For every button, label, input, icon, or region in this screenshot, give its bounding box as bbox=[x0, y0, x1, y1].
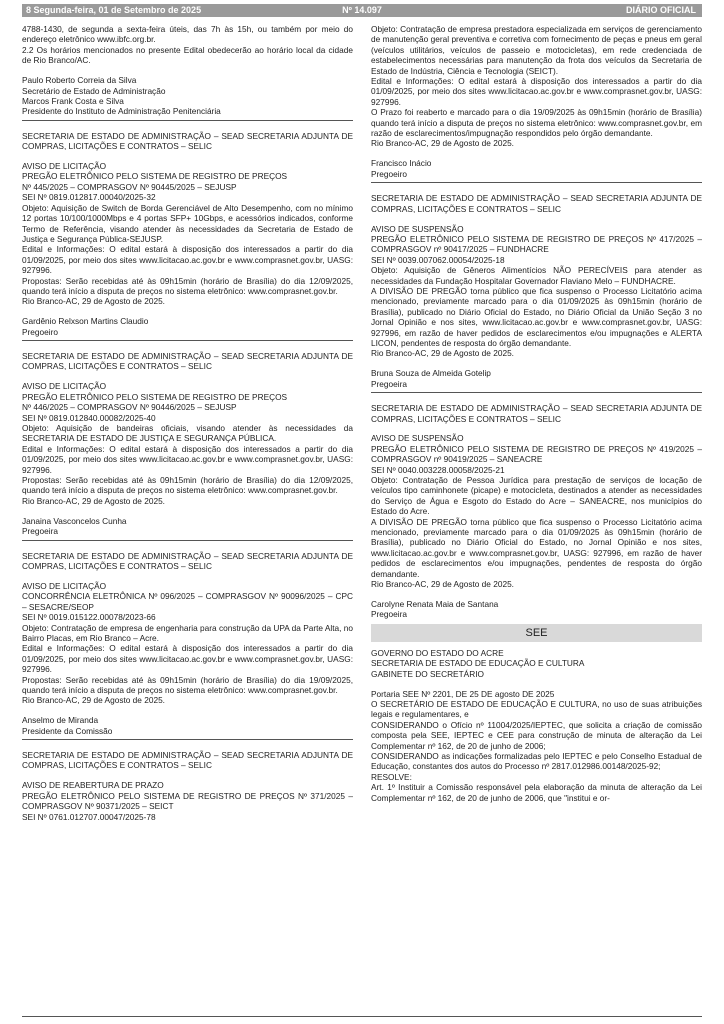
section-divider bbox=[22, 739, 353, 740]
paragraph-gap bbox=[371, 679, 702, 689]
paragraph-gap bbox=[22, 706, 353, 716]
text-paragraph: Objeto: Contratação de empresa prestadora especializada em serviços de gerenciamento de manutenção geral preventiva e corretiva com fornecimento de peças e pneus em geral (veículos utilitários, veículos de passeio e motocicletas), em rede credenciada de estabelecimentos necessárias para manutenção da frota dos veículos da Secretaria de Estado de Indústria, Ciência e Tecnologia (SEICT). bbox=[371, 24, 702, 76]
text-paragraph: PREGÃO ELETRÔNICO PELO SISTEMA DE REGISTRO DE PREÇOS bbox=[22, 391, 288, 402]
header-page-date: 8 Segunda-feira, 01 de Setembro de 2025 bbox=[26, 5, 202, 15]
text-paragraph: Portaria SEE Nº 2201, DE 25 DE agosto DE 2025 bbox=[371, 688, 555, 699]
section-heading-band: SEE bbox=[371, 624, 702, 642]
paragraph-gap bbox=[22, 66, 353, 76]
text-paragraph: AVISO DE LICITAÇÃO bbox=[22, 161, 107, 172]
section-divider bbox=[371, 392, 702, 393]
text-paragraph: GOVERNO DO ESTADO DO ACRE bbox=[371, 647, 504, 658]
text-paragraph: A DIVISÃO DE PREGÃO torna público que fica suspenso o Processo Licitatório acima mencionado, previamente marcado para o dia 01/09/2025 às 09h15min (horário de Brasília), publicado no Diário Oficial do Estado, no Jornal Opinião e nos sites, www.licitacao.ac.gov.br e www.comprasnet.gov.br, UASG: 927996, em razão de haver pedidos de esclarecimentos e/ou impugnações, pendentes de resposta do órgão demandante. bbox=[371, 516, 702, 579]
text-paragraph: Janaina Vasconcelos Cunha bbox=[22, 515, 127, 526]
text-paragraph: O Prazo foi reaberto e marcado para o dia 19/09/2025 às 09h15min (horário de Brasília) quando terá início a disputa de preços no sistema eletrônico: www.comprasnet.gov.br, em razão de esclarecimentos/impugnação respondidos pelo órgão demandante. bbox=[371, 107, 702, 139]
text-paragraph: SEI Nº 0039.007062.00054/2025-18 bbox=[371, 254, 505, 265]
page-header bbox=[22, 4, 702, 17]
text-paragraph: Secretário de Estado de Administração bbox=[22, 85, 166, 96]
paragraph-gap bbox=[371, 214, 702, 224]
text-paragraph: Objeto: Aquisição de bandeiras oficiais, visando atender às necessidades da SECRETARIA DE ESTADO DE JUSTIÇA E SEGURANÇA PÚBLICA. bbox=[22, 423, 353, 444]
text-paragraph: AVISO DE LICITAÇÃO bbox=[22, 381, 107, 392]
text-paragraph: AVISO DE REABERTURA DE PRAZO bbox=[22, 780, 164, 791]
section-divider bbox=[22, 340, 353, 341]
paragraph-gap bbox=[22, 307, 353, 317]
text-paragraph: Nº 446/2025 – COMPRASGOV Nº 90446/2025 – SEJUSP bbox=[22, 402, 237, 413]
text-paragraph: Marcos Frank Costa e Silva bbox=[22, 95, 124, 106]
text-paragraph: PREGÃO ELETRÔNICO PELO SISTEMA DE REGISTRO DE PREÇOS Nº 417/2025 – COMPRASGOV nº 90417/2025 – FUNDHACRE bbox=[371, 233, 702, 255]
section-divider bbox=[22, 540, 353, 541]
bottom-rule bbox=[22, 1016, 702, 1017]
text-paragraph: SEI Nº 0019.015122.00078/2023-66 bbox=[22, 612, 156, 623]
paragraph-gap bbox=[371, 424, 702, 434]
text-paragraph: Art. 1º Instituir a Comissão responsável pela elaboração da minuta de alteração da Lei Complementar nº 162, de 20 de junho de 2006, que "institui e or- bbox=[371, 782, 702, 803]
text-paragraph: SECRETARIA DE ESTADO DE ADMINISTRAÇÃO – SEAD SECRETARIA ADJUNTA DE COMPRAS, LICITAÇÕES E CONTRATOS – SELIC bbox=[22, 750, 353, 771]
header-issue-number: Nº 14.097 bbox=[342, 5, 382, 15]
right-column bbox=[371, 24, 702, 1016]
text-paragraph: A DIVISÃO DE PREGÃO torna público que fica suspenso o Processo Licitatório acima mencionado, previamente marcado para o dia 01/09/2025 às 09h15min (horário de Brasília), publicado no Diário Oficial do Estado, no Diário Oficial da União Seção 3 no Jornal Opinião e nos sites, www.licitacao.ac.gov.br e www.comprasnet.gov.br, UASG: 927996, em razão de haver pedidos de esclarecimentos e/ou impugnações e ALERTA LICON, pendentes de resposta do órgão demandante. bbox=[371, 285, 702, 348]
text-paragraph: CONCORRÊNCIA ELETRÔNICA Nº 096/2025 – COMPRASGOV Nº 90096/2025 – CPC – SESACRE/SEOP bbox=[22, 591, 353, 612]
text-paragraph: AVISO DE LICITAÇÃO bbox=[22, 580, 107, 591]
paragraph-gap bbox=[371, 149, 702, 159]
paragraph-gap bbox=[371, 590, 702, 600]
paragraph-gap bbox=[22, 372, 353, 382]
section-divider bbox=[22, 120, 353, 121]
text-paragraph: PREGÃO ELETRÔNICO PELO SISTEMA DE REGISTRO DE PREÇOS bbox=[22, 171, 288, 182]
text-paragraph: Edital e Informações: O edital estará à disposição dos interessados a partir do dia 01/09/2025, por meio dos sites www.licitacao.ac.gov.br e www.comprasnet.gov.br, UASG: 927996. bbox=[22, 443, 353, 475]
text-paragraph: SEI Nº 0761.012707.00047/2025-78 bbox=[22, 811, 156, 822]
text-paragraph: SECRETARIA DE ESTADO DE EDUCAÇÃO E CULTURA bbox=[371, 658, 585, 669]
paragraph-gap bbox=[371, 359, 702, 369]
newspaper-page bbox=[22, 0, 702, 1024]
text-paragraph: Anselmo de Miranda bbox=[22, 715, 99, 726]
paragraph-gap bbox=[22, 771, 353, 781]
text-paragraph: O SECRETÁRIO DE ESTADO DE EDUCAÇÃO E CULTURA, no uso de suas atribuições legais e regulamentares, e bbox=[371, 698, 702, 720]
text-paragraph: Paulo Roberto Correia da Silva bbox=[22, 75, 137, 86]
text-paragraph: Presidente da Comissão bbox=[22, 725, 113, 736]
text-paragraph: Gardênio Relxson Martins Claudio bbox=[22, 316, 149, 327]
text-paragraph: AVISO DE SUSPENSÃO bbox=[371, 433, 464, 444]
text-paragraph: Presidente do Instituto de Administração Penitenciária bbox=[22, 106, 221, 117]
text-paragraph: Francisco Inácio bbox=[371, 158, 432, 169]
text-paragraph: Objeto: Contratação de Pessoa Jurídica para prestação de serviços de locação de veículos tipo caminhonete (picape) e motocicleta, destinados a atender as necessidades do Serviço de Água e Esgoto do Estado do Acre – SANEACRE, nos municípios do Estado do Acre. bbox=[371, 475, 702, 517]
text-paragraph: AVISO DE SUSPENSÃO bbox=[371, 223, 464, 234]
text-paragraph: PREGÃO ELETRÔNICO PELO SISTEMA DE REGISTRO DE PREÇOS Nº 419/2025 – COMPRASGOV nº 90419/2025 – SANEACRE bbox=[371, 443, 702, 465]
left-column bbox=[22, 24, 353, 1016]
paragraph-gap bbox=[22, 571, 353, 581]
text-paragraph: GABINETE DO SECRETÁRIO bbox=[371, 668, 484, 679]
text-paragraph: Bruna Souza de Almeida Gotelip bbox=[371, 368, 491, 379]
text-paragraph: Rio Branco-AC, 29 de Agosto de 2025. bbox=[22, 495, 165, 506]
text-paragraph: CONSIDERANDO o Ofício nº 11004/2025/IEPTEC, que solicita a criação de comissão composta pela SEE, IEPTEC e CEE para construção de minuta de alteração da Lei Complementar nº 162, de 20 de junho de 2006; bbox=[371, 719, 702, 751]
section-divider bbox=[371, 182, 702, 183]
paragraph-gap bbox=[22, 152, 353, 162]
text-paragraph: Pregoeiro bbox=[22, 326, 58, 337]
text-paragraph: Pregoeira bbox=[371, 609, 407, 620]
text-paragraph: Rio Branco-AC, 29 de Agosto de 2025. bbox=[22, 695, 165, 706]
text-paragraph: RESOLVE: bbox=[371, 771, 412, 782]
header-journal-name: DIÁRIO OFICIAL bbox=[626, 5, 696, 15]
text-paragraph: SECRETARIA DE ESTADO DE ADMINISTRAÇÃO – SEAD SECRETARIA ADJUNTA DE COMPRAS, LICITAÇÕES E CONTRATOS – SELIC bbox=[22, 351, 353, 372]
text-paragraph: Pregoeiro bbox=[371, 168, 407, 179]
text-paragraph: SECRETARIA DE ESTADO DE ADMINISTRAÇÃO – SEAD SECRETARIA ADJUNTA DE COMPRAS, LICITAÇÕES E CONTRATOS – SELIC bbox=[22, 550, 353, 571]
text-paragraph: SEI Nº 0819.012817.00040/2025-32 bbox=[22, 192, 156, 203]
text-paragraph: Edital e Informações: O edital estará à disposição dos interessados a partir do dia 01/09/2025, por meio dos sites www.licitacao.ac.gov.br e www.comprasnet.gov.br, UASG: 927996. bbox=[371, 76, 702, 107]
text-paragraph: Objeto: Contratação de empresa de engenharia para construção da UPA da Parte Alta, no Bairro Placas, em Rio Branco – Acre. bbox=[22, 622, 353, 643]
text-paragraph: SECRETARIA DE ESTADO DE ADMINISTRAÇÃO – SEAD SECRETARIA ADJUNTA DE COMPRAS, LICITAÇÕES E CONTRATOS – SELIC bbox=[22, 130, 353, 152]
text-paragraph: Rio Branco-AC, 29 de Agosto de 2025. bbox=[371, 348, 514, 359]
text-paragraph: Rio Branco-AC, 29 de Agosto de 2025. bbox=[371, 138, 514, 149]
text-paragraph: SEI Nº 0819.012840.00082/2025-40 bbox=[22, 412, 156, 423]
text-paragraph: Edital e Informações: O edital estará à disposição dos interessados a partir do dia 01/09/2025, por meio dos sites www.licitacao.ac.gov.br e www.comprasnet.gov.br, UASG: 927996. bbox=[22, 643, 353, 675]
text-paragraph: Rio Branco-AC, 29 de Agosto de 2025. bbox=[371, 579, 514, 590]
text-paragraph: Propostas: Serão recebidas até às 09h15min (horário de Brasília) do dia 12/09/2025, quando terá início a disputa de preços no sistema eletrônico: www.comprasnet.gov.br. bbox=[22, 275, 353, 296]
text-paragraph: CONSIDERANDO as indicações formalizadas pelo IEPTEC e pelo Conselho Estadual de Educação, constantes dos autos do Processo nº 2817.012986.00148/2025-92; bbox=[371, 750, 702, 772]
text-paragraph: Objeto: Aquisição de Switch de Borda Gerenciável de Alto Desempenho, com no mínimo 12 portas 10/100/1000Mbps e 4 portas SFP+ 10Gbps, e acessórios indicados, conforme Termo de Referência, visando atender às necessidades da Secretaria de Estado de Justiça e Segurança Pública-SEJUSP. bbox=[22, 202, 353, 244]
text-paragraph: PREGÃO ELETRÔNICO PELO SISTEMA DE REGISTRO DE PREÇOS Nº 371/2025 – COMPRASGOV Nº 90371/2025 – SEICT bbox=[22, 790, 353, 812]
text-paragraph: Pregoeira bbox=[371, 378, 407, 389]
text-paragraph: Propostas: Serão recebidas até às 09h15min (horário de Brasília) do dia 19/09/2025, quando terá início a disputa de preços no sistema eletrônico: www.comprasnet.gov.br. bbox=[22, 674, 353, 695]
text-paragraph: Propostas: Serão recebidas até às 09h15min (horário de Brasília) do dia 12/09/2025, quando terá início a disputa de preços no sistema eletrônico: www.comprasnet.gov.br. bbox=[22, 475, 353, 496]
text-paragraph: Nº 445/2025 – COMPRASGOV Nº 90445/2025 – SEJUSP bbox=[22, 181, 237, 192]
text-paragraph: Objeto: Aquisição de Gêneros Alimentícios NÃO PERECÍVEIS para atender as necessidades da Fundação Hospitalar Governador Flaviano Melo – FUNDHACRE. bbox=[371, 265, 702, 286]
text-paragraph: Pregoeira bbox=[22, 526, 58, 537]
text-paragraph: Carolyne Renata Maia de Santana bbox=[371, 599, 499, 609]
text-paragraph: SECRETARIA DE ESTADO DE ADMINISTRAÇÃO – SEAD SECRETARIA ADJUNTA DE COMPRAS, LICITAÇÕES E CONTRATOS – SELIC bbox=[371, 193, 702, 214]
text-paragraph: SECRETARIA DE ESTADO DE ADMINISTRAÇÃO – SEAD SECRETARIA ADJUNTA DE COMPRAS, LICITAÇÕES E CONTRATOS – SELIC bbox=[371, 403, 702, 424]
text-paragraph: Edital e Informações: O edital estará à disposição dos interessados a partir do dia 01/09/2025, por meio dos sites www.licitacao.ac.gov.br e www.comprasnet.gov.br, UASG: 927996. bbox=[22, 244, 353, 276]
text-paragraph: 2.2 Os horários mencionados no presente Edital obedecerão ao horário local da cidade de Rio Branco/AC. bbox=[22, 44, 353, 66]
text-paragraph: Rio Branco-AC, 29 de Agosto de 2025. bbox=[22, 296, 165, 307]
paragraph-gap bbox=[22, 506, 353, 516]
text-paragraph: SEI Nº 0040.003228.00058/2025-21 bbox=[371, 464, 505, 475]
text-paragraph: 4788-1430, de segunda a sexta-feira úteis, das 7h às 15h, ou também por meio do endereço eletrônico www.ibfc.org.br. bbox=[22, 24, 353, 45]
